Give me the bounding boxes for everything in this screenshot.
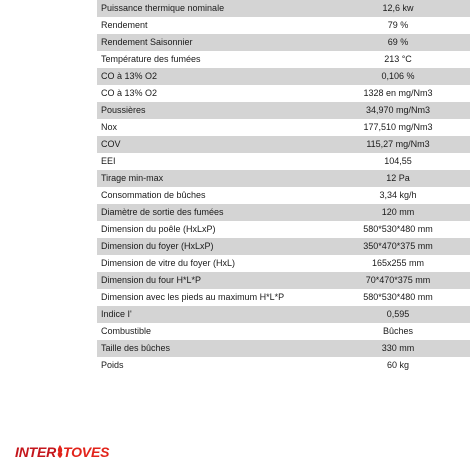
intertoves-logo (15, 441, 109, 463)
spec-label: Dimension du four H*L*P (101, 275, 202, 285)
spec-label: Diamètre de sortie des fumées (101, 207, 224, 217)
spec-row (97, 323, 470, 340)
spec-table (97, 0, 470, 374)
spec-label: Taille des bûches (101, 343, 171, 353)
spec-value: 3,34 kg/h (379, 190, 417, 200)
spec-label: COV (101, 139, 121, 149)
spec-row (97, 136, 470, 153)
spec-value: 0,595 (386, 309, 410, 319)
spec-row (97, 272, 470, 289)
spec-row (97, 51, 470, 68)
logo-text-inter: INTER (15, 444, 57, 460)
spec-value: 34,970 mg/Nm3 (365, 105, 431, 115)
spec-value: 120 mm (381, 207, 415, 217)
spec-row (97, 187, 470, 204)
spec-label: Dimension du foyer (HxLxP) (101, 241, 214, 251)
spec-row (97, 17, 470, 34)
spec-value: 12 Pa (386, 173, 410, 183)
spec-label: Rendement Saisonnier (101, 37, 193, 47)
spec-value: 350*470*375 mm (363, 241, 433, 251)
spec-label: Température des fumées (101, 54, 201, 64)
spec-value: 165x255 mm (371, 258, 425, 268)
spec-label: EEI (101, 156, 116, 166)
spec-value: 580*530*480 mm (363, 292, 433, 302)
spec-row (97, 204, 470, 221)
spec-row (97, 306, 470, 323)
spec-value: 12,6 kw (382, 3, 414, 13)
spec-value: Bûches (382, 326, 414, 336)
spec-row (97, 221, 470, 238)
spec-row (97, 289, 470, 306)
spec-value: 580*530*480 mm (363, 224, 433, 234)
spec-label: Nox (101, 122, 118, 132)
spec-label: Dimension du poêle (HxLxP) (101, 224, 216, 234)
spec-value: 104,55 (384, 156, 412, 166)
spec-row (97, 357, 470, 374)
spec-row (97, 340, 470, 357)
spec-value: 79 % (387, 20, 409, 30)
spec-value: 70*470*375 mm (365, 275, 431, 285)
spec-row (97, 238, 470, 255)
spec-row (97, 102, 470, 119)
spec-row (97, 255, 470, 272)
spec-value: 177,510 mg/Nm3 (363, 122, 433, 132)
spec-value: 60 kg (386, 360, 410, 370)
spec-value: 69 % (387, 37, 409, 47)
spec-value: 0,106 % (381, 71, 415, 81)
spec-row (97, 85, 470, 102)
spec-label: Consommation de bûches (101, 190, 206, 200)
spec-label: CO à 13% O2 (101, 71, 158, 81)
spec-value: 1328 en mg/Nm3 (363, 88, 433, 98)
spec-label: Dimension de vitre du foyer (HxL) (101, 258, 236, 268)
spec-value: 330 mm (381, 343, 415, 353)
logo-text-toves: TOVES (63, 444, 110, 460)
spec-row (97, 119, 470, 136)
spec-row (97, 68, 470, 85)
spec-row (97, 170, 470, 187)
spec-label: Poids (101, 360, 124, 370)
spec-label: Combustible (101, 326, 152, 336)
spec-label: Rendement (101, 20, 148, 30)
spec-label: Indice I' (101, 309, 132, 319)
spec-label: Dimension avec les pieds au maximum H*L*P (101, 292, 285, 302)
spec-row (97, 153, 470, 170)
spec-label: Poussières (101, 105, 146, 115)
spec-row (97, 34, 470, 51)
spec-row (97, 0, 470, 17)
spec-value: 115,27 mg/Nm3 (366, 139, 430, 149)
spec-value: 213 °C (384, 54, 412, 64)
spec-label: Puissance thermique nominale (101, 3, 225, 13)
spec-label: CO à 13% O2 (101, 88, 158, 98)
spec-label: Tirage min-max (101, 173, 164, 183)
